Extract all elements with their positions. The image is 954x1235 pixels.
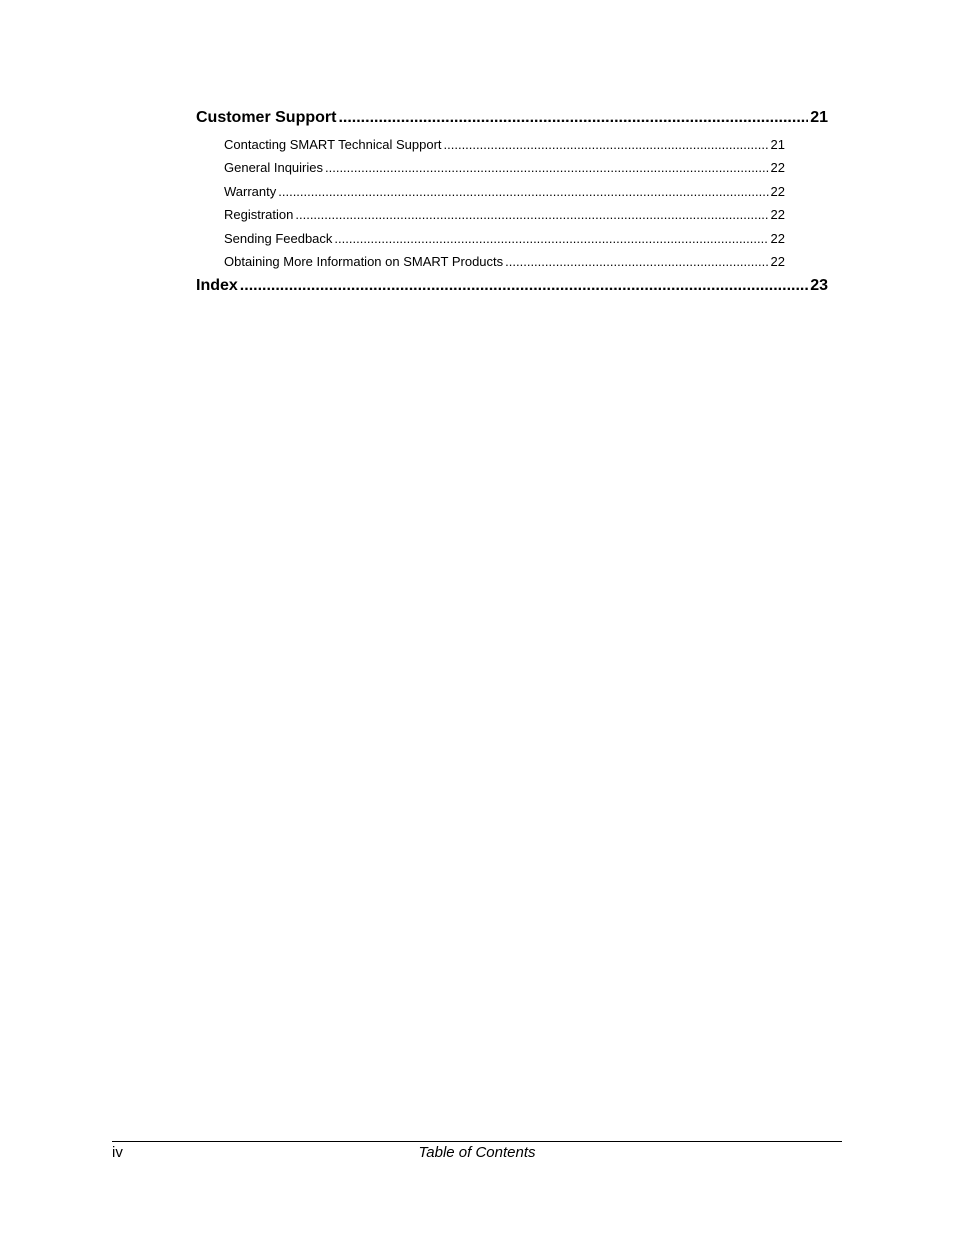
- toc-entry-title: Index: [196, 277, 238, 295]
- toc-entry-title: Warranty: [224, 183, 277, 199]
- toc-entry-page: 22: [770, 183, 785, 199]
- toc-entry-page: 23: [810, 277, 828, 295]
- toc-entry-title: Customer Support: [196, 109, 337, 126]
- toc-entry-page: 21: [770, 137, 785, 152]
- dot-leader: [325, 156, 769, 179]
- dot-leader: [334, 227, 768, 250]
- dot-leader: [278, 180, 768, 203]
- toc-entry-general-inquiries[interactable]: [224, 156, 785, 179]
- dot-leader: [444, 133, 769, 156]
- dot-leader: [240, 274, 808, 297]
- toc-entry-page: 22: [770, 253, 785, 269]
- footer-title: Table of Contents: [418, 1144, 536, 1161]
- toc-entry-page: 22: [770, 160, 785, 176]
- footer-page-number: iv: [112, 1144, 123, 1161]
- toc-entry-title: Contacting SMART Technical Support: [224, 137, 442, 152]
- toc-entry-title: Obtaining More Information on SMART Products: [224, 253, 504, 269]
- toc-entry-page: 22: [770, 230, 785, 246]
- toc-entry-page: 22: [770, 207, 785, 223]
- table-of-contents: [196, 106, 828, 297]
- toc-entry-title: Registration: [224, 207, 294, 223]
- dot-leader: [505, 250, 768, 273]
- toc-entry-contacting-technical-support[interactable]: [224, 133, 785, 156]
- dot-leader: [295, 203, 768, 226]
- dot-leader: [338, 106, 808, 129]
- footer-divider: [112, 1141, 842, 1142]
- toc-entry-warranty[interactable]: [224, 180, 785, 203]
- toc-entry-customer-support[interactable]: [196, 106, 828, 129]
- toc-entry-registration[interactable]: [224, 203, 785, 226]
- toc-entry-obtaining-more-information[interactable]: [224, 250, 785, 273]
- toc-entry-title: Sending Feedback: [224, 230, 333, 246]
- toc-entry-index[interactable]: [196, 274, 828, 297]
- toc-entry-title: General Inquiries: [224, 160, 323, 176]
- toc-entry-page: 21: [810, 109, 828, 126]
- toc-entry-sending-feedback[interactable]: [224, 227, 785, 250]
